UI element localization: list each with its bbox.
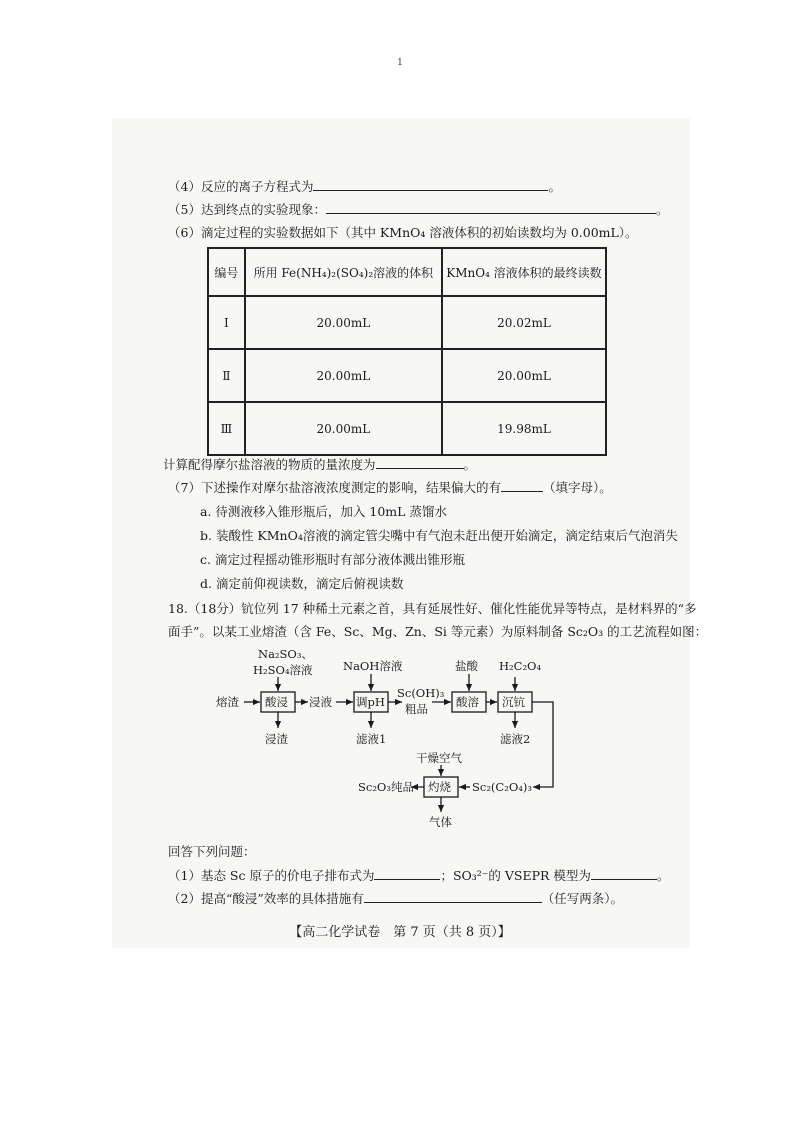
table-cell: 20.00mL	[245, 349, 442, 402]
table-header-cell: KMnO₄ 溶液体积的最终读数	[442, 248, 606, 296]
label-dry-air: 干燥空气	[416, 751, 462, 765]
box-adjust-ph-label: 调pH	[356, 695, 385, 709]
question-7-end: （填字母）。	[542, 480, 612, 495]
answer-blank	[364, 890, 542, 903]
answer-blank	[591, 867, 657, 880]
label-sc2o3-product: Sc₂O₃纯品	[358, 780, 414, 794]
question-18-1-end: 。	[656, 868, 670, 883]
label-leachate: 浸液	[309, 695, 332, 709]
question-4-label: （4）反应的离子方程式为	[168, 179, 314, 194]
label-sc-oxalate: Sc₂(C₂O₄)₃	[472, 780, 532, 794]
question-7-label: （7）下述操作对摩尔盐溶液浓度测定的影响，结果偏大的有	[168, 480, 501, 495]
question-18-1-mid: ；SO₃²⁻的 VSEPR 模型为	[440, 868, 591, 883]
reagent-hcl: 盐酸	[455, 659, 478, 673]
question-18-1	[168, 866, 669, 884]
reagent-h2c2o4: H₂C₂O₄	[499, 659, 542, 673]
label-filtrate-1: 滤液1	[356, 732, 387, 746]
table-cell: 20.00mL	[245, 402, 442, 455]
question-4-end: 。	[548, 179, 561, 194]
answer-intro: 回答下列问题：	[168, 844, 256, 859]
page-footer: 【高二化学试卷 第 7 页（共 8 页）】	[289, 925, 511, 940]
question-5-end: 。	[655, 202, 669, 217]
concentration-end: 。	[463, 457, 477, 472]
table-cell: 19.98mL	[442, 402, 606, 455]
reagent-na2so3: Na₂SO₃、	[258, 647, 313, 661]
table-cell: 20.02mL	[442, 296, 606, 349]
option-d: d. 滴定前仰视读数，滴定后俯视读数	[200, 576, 404, 591]
answer-blank	[374, 867, 440, 880]
box-calcine-label: 灼烧	[428, 780, 451, 794]
question-6-label: （6）滴定过程的实验数据如下（其中 KMnO₄ 溶液体积的初始读数均为 0.00mL）。	[168, 225, 638, 240]
table-cell: 20.00mL	[245, 296, 442, 349]
label-crude: 粗品	[405, 702, 428, 716]
option-b: b. 装酸性 KMnO₄溶液的滴定管尖嘴中有气泡未赶出便开始滴定，滴定结束后气泡消失	[200, 528, 678, 543]
question-18-1-label: （1）基态 Sc 原子的价电子排布式为	[168, 868, 375, 883]
page-number: 1	[397, 58, 403, 68]
question-5-label: （5）达到终点的实验现象：	[168, 202, 326, 217]
label-slag: 熔渣	[216, 695, 239, 709]
question-18-2-end: （任写两条）。	[541, 891, 623, 906]
table-cell: 20.00mL	[442, 349, 606, 402]
option-c: c. 滴定过程摇动锥形瓶时有部分液体溅出锥形瓶	[200, 552, 465, 567]
question-18-2-label: （2）提高“酸浸”效率的具体措施有	[168, 891, 364, 906]
table-header-cell: 所用 Fe(NH₄)₂(SO₄)₂溶液的体积	[245, 248, 442, 296]
label-filtrate-2: 滤液2	[500, 732, 531, 746]
table-cell: Ⅲ	[208, 402, 245, 455]
table-header-cell: 编号	[208, 248, 245, 296]
label-leach-residue: 浸渣	[265, 732, 288, 746]
concentration-label: 计算配得摩尔盐溶液的物质的量浓度为	[163, 457, 376, 472]
box-acid-leach-label: 酸浸	[265, 695, 288, 709]
reagent-naoh: NaOH溶液	[343, 659, 403, 673]
box-precipitate-label: 沉钪	[502, 695, 525, 709]
question-18-2	[168, 889, 623, 907]
option-a: a. 待测液移入锥形瓶后，加入 10mL 蒸馏水	[200, 504, 447, 519]
label-gas: 气体	[429, 815, 452, 829]
table-cell: Ⅰ	[208, 296, 245, 349]
question-18-line1: 18.（18分）钪位列 17 种稀土元素之首，具有延展性好、催化性能优异等特点，是材料界的“多	[168, 601, 697, 616]
reagent-h2so4: H₂SO₄溶液	[253, 663, 313, 677]
question-18-line2: 面手”。以某工业熔渣（含 Fe、Sc、Mg、Zn、Si 等元素）为原料制备 Sc₂O₃ 的工艺流程如图：	[168, 624, 708, 639]
label-sc-oh3: Sc(OH)₃	[397, 686, 445, 700]
box-acid-dissolve-label: 酸溶	[456, 695, 479, 709]
table-cell: Ⅱ	[208, 349, 245, 402]
